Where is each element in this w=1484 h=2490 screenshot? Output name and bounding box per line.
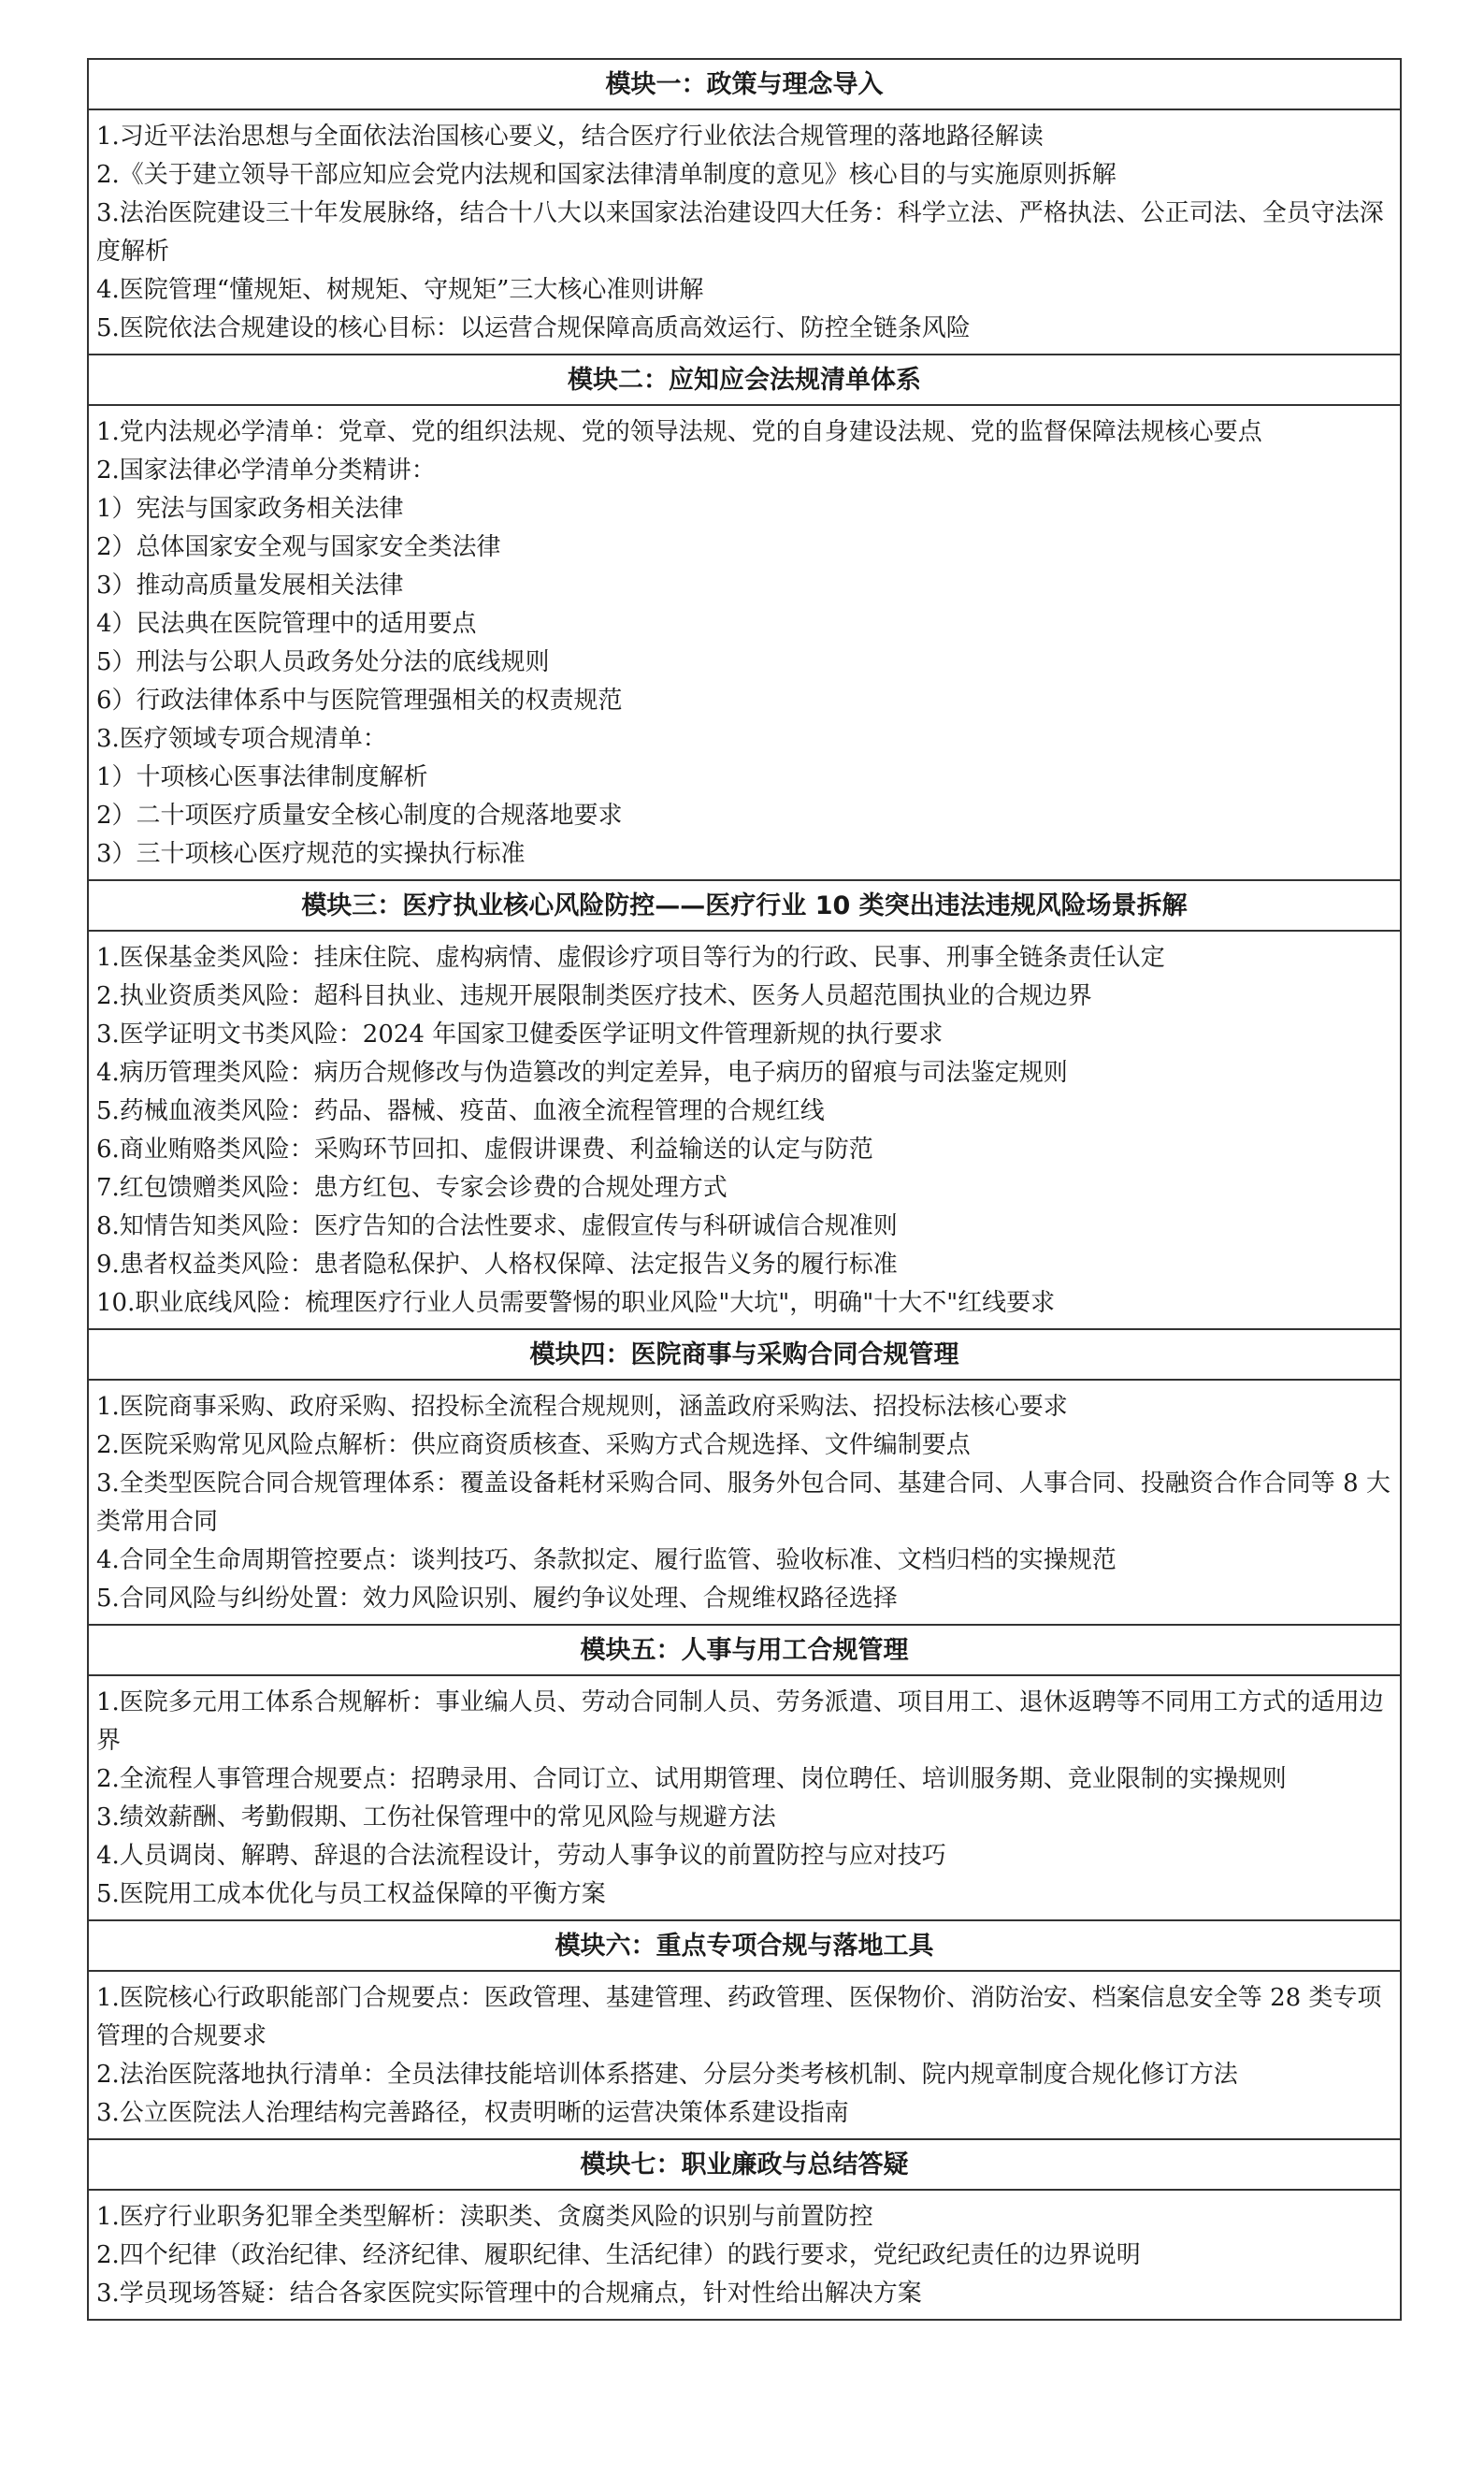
content-line: 4.医院管理“懂规矩、树规矩、守规矩”三大核心准则讲解 bbox=[96, 276, 704, 304]
content-line: 1）十项核心医事法律制度解析 bbox=[96, 763, 428, 791]
module-section bbox=[89, 2140, 1400, 2319]
module-content bbox=[89, 1972, 1400, 2140]
content-line: 4）民法典在医院管理中的适用要点 bbox=[96, 610, 477, 638]
content-line: 2.四个纪律（政治纪律、经济纪律、履职纪律、生活纪律）的践行要求，党纪政纪责任的边界说明 bbox=[96, 2241, 1141, 2269]
content-line: 1）宪法与国家政务相关法律 bbox=[96, 495, 404, 523]
module-title: 模块四：医院商事与采购合同合规管理 bbox=[89, 1330, 1400, 1381]
module-title: 模块五：人事与用工合规管理 bbox=[89, 1626, 1400, 1676]
content-line: 3.全类型医院合同合规管理体系：覆盖设备耗材采购合同、服务外包合同、基建合同、人事合同、投融资合作合同等 8 大类常用合同 bbox=[96, 1469, 1390, 1536]
content-line: 5.合同风险与纠纷处置：效力风险识别、履约争议处理、合规维权路径选择 bbox=[96, 1585, 898, 1613]
content-line: 2.《关于建立领导干部应知应会党内法规和国家法律清单制度的意见》核心目的与实施原则拆解 bbox=[96, 161, 1117, 189]
content-line: 3）推动高质量发展相关法律 bbox=[96, 572, 404, 600]
content-line: 2.执业资质类风险：超科目执业、违规开展限制类医疗技术、医务人员超范围执业的合规边界 bbox=[96, 982, 1092, 1010]
module-title: 模块三：医疗执业核心风险防控——医疗行业 10 类突出违法违规风险场景拆解 bbox=[89, 881, 1400, 932]
content-line: 1.医院多元用工体系合规解析：事业编人员、劳动合同制人员、劳务派遣、项目用工、退休返聘等不同用工方式的适用边界 bbox=[96, 1688, 1384, 1755]
content-line: 3.绩效薪酬、考勤假期、工伤社保管理中的常见风险与规避方法 bbox=[96, 1803, 776, 1831]
module-section bbox=[89, 355, 1400, 881]
module-content bbox=[89, 932, 1400, 1330]
content-line: 3.医学证明文书类风险：2024 年国家卫健委医学证明文件管理新规的执行要求 bbox=[96, 1021, 944, 1049]
module-section bbox=[89, 1626, 1400, 1921]
content-line: 4.人员调岗、解聘、辞退的合法流程设计，劳动人事争议的前置防控与应对技巧 bbox=[96, 1842, 946, 1870]
content-line: 3.公立医院法人治理结构完善路径，权责明晰的运营决策体系建设指南 bbox=[96, 2099, 849, 2127]
content-line: 2.全流程人事管理合规要点：招聘录用、合同订立、试用期管理、岗位聘任、培训服务期、竞业限制的实操规则 bbox=[96, 1765, 1287, 1793]
module-title: 模块七：职业廉政与总结答疑 bbox=[89, 2140, 1400, 2191]
course-outline-table bbox=[87, 58, 1402, 2321]
content-line: 6.商业贿赂类风险：采购环节回扣、虚假讲课费、利益输送的认定与防范 bbox=[96, 1136, 873, 1164]
content-line: 2.国家法律必学清单分类精讲： bbox=[96, 456, 436, 485]
content-line: 7.红包馈赠类风险：患方红包、专家会诊费的合规处理方式 bbox=[96, 1174, 728, 1202]
content-line: 4.合同全生命周期管控要点：谈判技巧、条款拟定、履行监管、验收标准、文档归档的实操规范 bbox=[96, 1546, 1117, 1574]
content-line: 5.医院用工成本优化与员工权益保障的平衡方案 bbox=[96, 1880, 606, 1908]
content-line: 1.医院商事采购、政府采购、招投标全流程合规规则，涵盖政府采购法、招投标法核心要求 bbox=[96, 1393, 1068, 1421]
module-section bbox=[89, 60, 1400, 355]
content-line: 3.医疗领域专项合规清单： bbox=[96, 725, 387, 753]
content-line: 9.患者权益类风险：患者隐私保护、人格权保障、法定报告义务的履行标准 bbox=[96, 1251, 898, 1279]
content-line: 10.职业底线风险：梳理医疗行业人员需要警惕的职业风险"大坑"，明确"十大不"红线要求 bbox=[96, 1289, 1056, 1317]
content-line: 5）刑法与公职人员政务处分法的底线规则 bbox=[96, 648, 550, 676]
content-line: 2）总体国家安全观与国家安全类法律 bbox=[96, 533, 501, 561]
content-line: 2.医院采购常见风险点解析：供应商资质核查、采购方式合规选择、文件编制要点 bbox=[96, 1431, 971, 1459]
content-line: 4.病历管理类风险：病历合规修改与伪造篡改的判定差异，电子病历的留痕与司法鉴定规则 bbox=[96, 1059, 1068, 1087]
content-line: 3.法治医院建设三十年发展脉络，结合十八大以来国家法治建设四大任务：科学立法、严格执法、公正司法、全员守法深度解析 bbox=[96, 199, 1384, 266]
content-line: 3.学员现场答疑：结合各家医院实际管理中的合规痛点，针对性给出解决方案 bbox=[96, 2280, 922, 2308]
content-line: 1.习近平法治思想与全面依法治国核心要义，结合医疗行业依法合规管理的落地路径解读 bbox=[96, 123, 1044, 151]
module-content bbox=[89, 406, 1400, 881]
module-title: 模块一：政策与理念导入 bbox=[89, 60, 1400, 110]
module-section bbox=[89, 1330, 1400, 1626]
content-line: 1.医保基金类风险：挂床住院、虚构病情、虚假诊疗项目等行为的行政、民事、刑事全链条责任认定 bbox=[96, 944, 1165, 972]
module-title: 模块二：应知应会法规清单体系 bbox=[89, 355, 1400, 406]
module-section bbox=[89, 881, 1400, 1330]
module-content bbox=[89, 1381, 1400, 1626]
content-line: 1.医院核心行政职能部门合规要点：医政管理、基建管理、药政管理、医保物价、消防治安、档案信息安全等 28 类专项管理的合规要求 bbox=[96, 1984, 1382, 2050]
content-line: 5.药械血液类风险：药品、器械、疫苗、血液全流程管理的合规红线 bbox=[96, 1097, 825, 1125]
content-line: 8.知情告知类风险：医疗告知的合法性要求、虚假宣传与科研诚信合规准则 bbox=[96, 1212, 898, 1240]
module-content bbox=[89, 2191, 1400, 2319]
content-line: 2.法治医院落地执行清单：全员法律技能培训体系搭建、分层分类考核机制、院内规章制度合规化修订方法 bbox=[96, 2061, 1238, 2089]
module-content bbox=[89, 1676, 1400, 1921]
module-title: 模块六：重点专项合规与落地工具 bbox=[89, 1921, 1400, 1972]
content-line: 3）三十项核心医疗规范的实操执行标准 bbox=[96, 840, 526, 868]
module-content bbox=[89, 110, 1400, 355]
content-line: 6）行政法律体系中与医院管理强相关的权责规范 bbox=[96, 687, 623, 715]
module-section bbox=[89, 1921, 1400, 2140]
content-line: 5.医院依法合规建设的核心目标：以运营合规保障高质高效运行、防控全链条风险 bbox=[96, 314, 971, 342]
content-line: 1.党内法规必学清单：党章、党的组织法规、党的领导法规、党的自身建设法规、党的监督保障法规核心要点 bbox=[96, 418, 1262, 446]
content-line: 1.医疗行业职务犯罪全类型解析：渎职类、贪腐类风险的识别与前置防控 bbox=[96, 2203, 873, 2231]
content-line: 2）二十项医疗质量安全核心制度的合规落地要求 bbox=[96, 802, 623, 830]
